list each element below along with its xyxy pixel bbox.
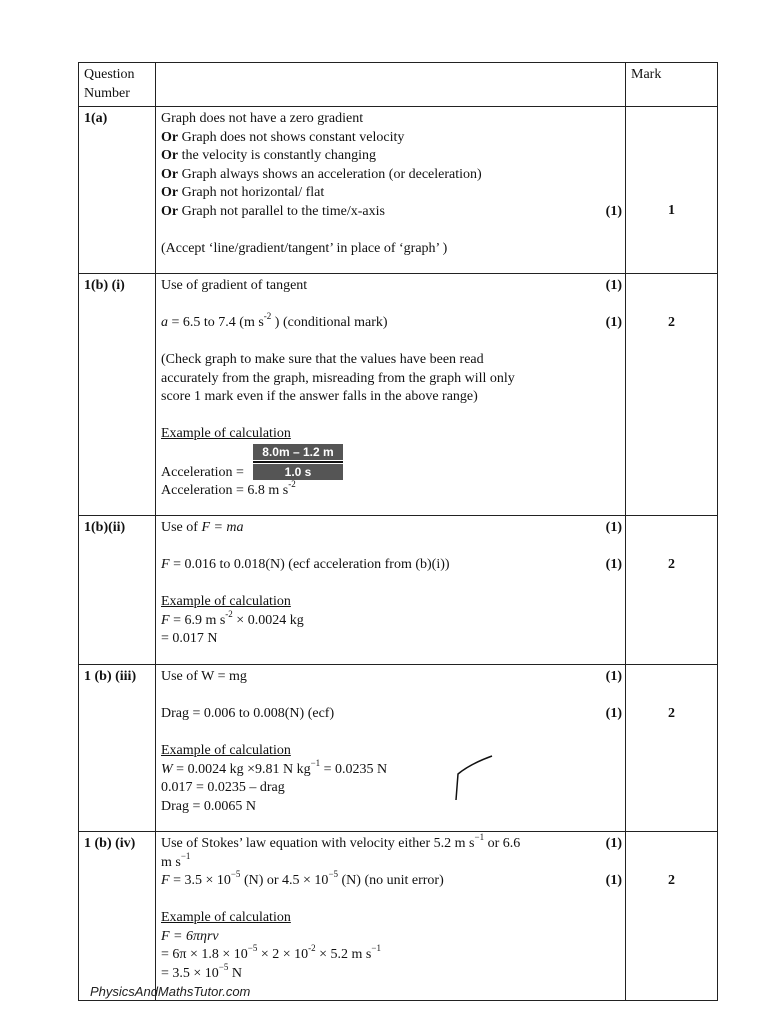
mark-cell: [626, 665, 718, 832]
answer-line: Or the velocity is constantly changing: [161, 148, 377, 163]
mark-value: 2: [668, 315, 675, 330]
answer-line: Acceleration = 6.8 m $s^{-2}$: [161, 478, 296, 498]
answer-line: Or Graph not horizontal/ flat: [161, 185, 325, 200]
answer-cell: [156, 516, 626, 665]
mark-cell: [626, 832, 718, 1001]
question-number: 1(a): [79, 107, 156, 274]
table-row: [79, 665, 718, 832]
point-mark: (1): [605, 836, 622, 851]
mark-value: 2: [668, 706, 675, 721]
answer-line: Use of gradient of tangent (1): [161, 277, 620, 296]
header-question-number: Question Number: [79, 63, 156, 107]
answer-line: Drag = 0.006 to 0.008(N) (ecf) (1): [161, 705, 620, 724]
point-mark: (1): [605, 873, 622, 888]
answer-line: F = 0.016 to 0.018(N) (ecf acceleration from (b)(i)) (1): [161, 556, 620, 575]
answer-line: m $s^{-1}$: [161, 850, 191, 870]
answer-line: Use of W = mg (1): [161, 668, 620, 687]
example-heading: Example of calculation: [161, 426, 291, 441]
point-mark: (1): [605, 203, 622, 219]
answer-note: (Check graph to make sure that the values have been read: [161, 352, 484, 367]
answer-line: W = 0.0024 kg ×9.81 N $kg^{-1} = 0.0235$ N: [161, 757, 388, 777]
footer-watermark: PhysicsAndMathsTutor.com: [90, 984, 251, 999]
handwritten-tick-mark: [450, 752, 500, 804]
table-row: [79, 107, 718, 274]
point-mark: (1): [605, 278, 622, 293]
mark-value: 2: [668, 873, 675, 888]
question-number: 1 (b) (iii): [79, 665, 156, 832]
point-mark: (1): [605, 520, 622, 535]
answer-cell: [156, 665, 626, 832]
answer-line: a = 6.5 to 7.4 (m $s^{-2}$ ) (conditional mark) (1): [161, 314, 620, 333]
header-blank: [156, 63, 626, 107]
acceleration-calc: Acceleration = 8.0m – 1.2 m 1.0 s: [161, 444, 620, 482]
point-mark: (1): [605, 315, 622, 330]
answer-line: Use of Stokes’ law equation with velocity either 5.2 m $s^{-1}$ or 6.6 (1): [161, 835, 620, 854]
answer-line: F = 6.9 m $s^{-2} \times 0.0024$ kg: [161, 608, 304, 628]
answer-cell: [156, 274, 626, 516]
table-row: [79, 274, 718, 516]
answer-note: accurately from the graph, misreading from the graph will only: [161, 370, 515, 386]
answer-line: = 0.017 N: [161, 631, 218, 646]
answer-line: Drag = 0.0065 N: [161, 798, 256, 814]
answer-line: = $3.5 \times 10^{-5}$ N: [161, 961, 242, 981]
question-number: 1 (b) (iv): [79, 832, 156, 1001]
header-mark: Mark: [626, 63, 718, 107]
mark-value: 1: [668, 203, 675, 218]
answer-line: 0.017 = 0.0235 – drag: [161, 780, 285, 795]
question-number: 1(b) (i): [79, 274, 156, 516]
answer-line: Graph does not have a zero gradient: [161, 111, 364, 126]
mark-cell: [626, 274, 718, 516]
answer-line: Use of F = ma (1): [161, 519, 620, 538]
answer-line: Or Graph always shows an acceleration (or deceleration): [161, 166, 482, 182]
fraction-image: 8.0m – 1.2 m 1.0 s: [253, 444, 343, 480]
mark-cell: [626, 516, 718, 665]
mark-value: 2: [668, 557, 675, 572]
answer-cell: [156, 832, 626, 1001]
point-mark: (1): [605, 557, 622, 572]
answer-line: Or Graph not parallel to the time/x-axis (1): [161, 203, 620, 222]
answer-cell: [156, 107, 626, 274]
table-header-row: [79, 63, 718, 107]
point-mark: (1): [605, 669, 622, 684]
answer-line: F = 6πηrv: [161, 928, 219, 944]
answer-line: Or Graph does not shows constant velocity: [161, 129, 405, 145]
answer-line: $F = 3.5 \times 10^{-5}$ (N) or $4.5 \times 10^{-5}$ (N) (no unit error) (1): [161, 872, 620, 891]
mark-scheme-table: [78, 62, 718, 1001]
table-row: [79, 832, 718, 1001]
point-mark: (1): [605, 706, 622, 721]
example-heading: Example of calculation: [161, 594, 291, 609]
example-heading: Example of calculation: [161, 743, 291, 758]
question-number: 1(b)(ii): [79, 516, 156, 665]
example-heading: Example of calculation: [161, 910, 291, 925]
mark-cell: [626, 107, 718, 274]
answer-line: = $6\pi \times 1.8 \times 10^{-5} \times 2 \times 10^{-2} \times 5.2$ m $s^{-1}$: [161, 943, 381, 962]
answer-note: score 1 mark even if the answer falls in the above range): [161, 389, 478, 404]
table-row: [79, 516, 718, 665]
answer-note: (Accept ‘line/gradient/tangent’ in place of ‘graph’ ): [161, 240, 448, 256]
